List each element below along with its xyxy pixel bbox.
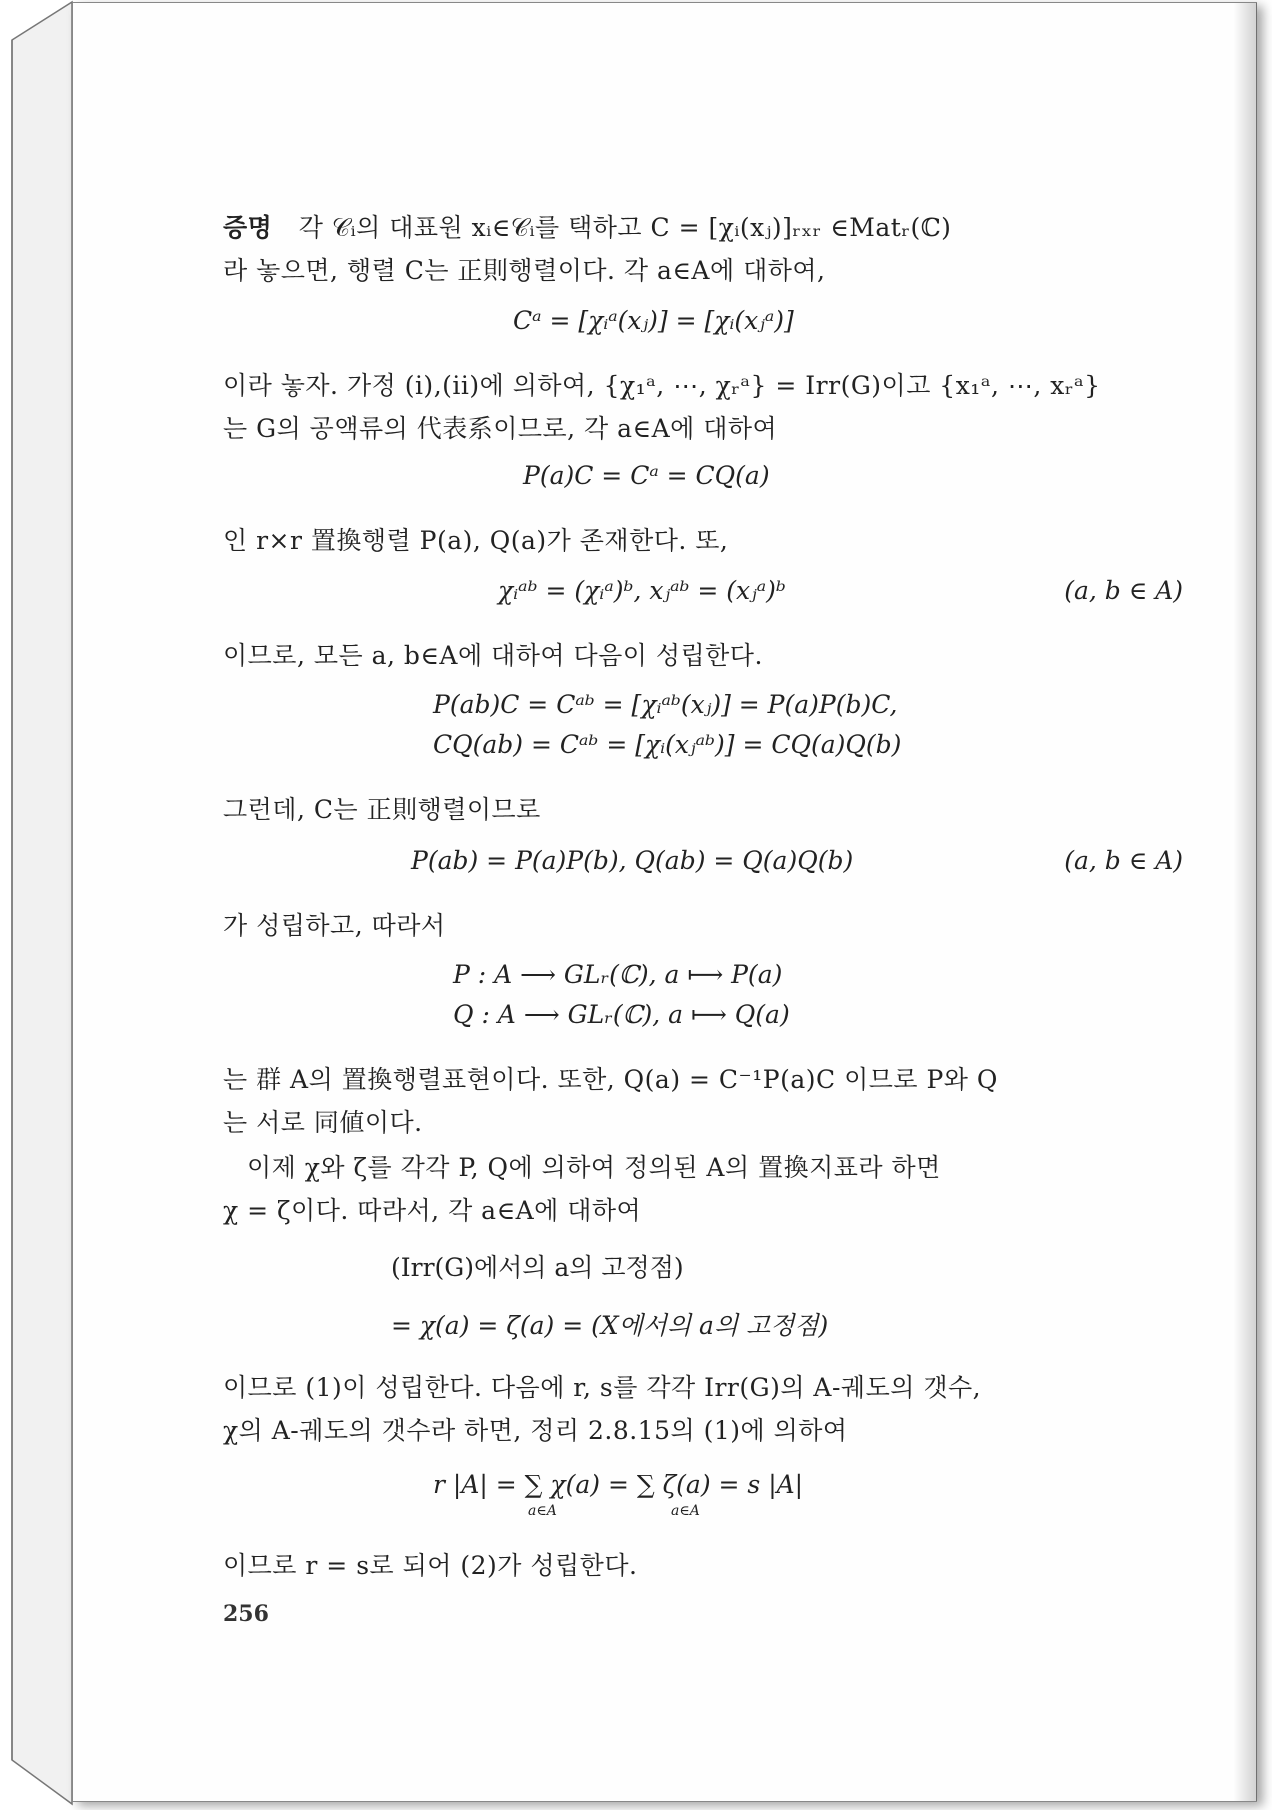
equation-8-sub-1: a∈A xyxy=(528,1503,557,1519)
page-shadow xyxy=(1233,3,1257,1801)
equation-5: P(ab) = P(a)P(b), Q(ab) = Q(a)Q(b) xyxy=(411,846,854,875)
proof-line-9: 는 群 A의 置換행렬표현이다. 또한, Q(a) = C⁻¹P(a)C 이므로 P와 Q xyxy=(223,1065,998,1094)
proof-label: 증명 xyxy=(223,213,273,242)
equation-5-tag: (a, b ∈ A) xyxy=(1064,846,1183,875)
proof-line-7: 그런데, C는 正則행렬이므로 xyxy=(223,795,541,824)
proof-line-3: 이라 놓자. 가정 (i),(ii)에 의하여, {χ₁ᵃ, ⋯, χᵣᵃ} = Irr(G)이고 {x₁ᵃ, ⋯, xᵣᵃ} xyxy=(223,371,1101,400)
book-page xyxy=(72,2,1257,1802)
proof-line-5: 인 r×r 置換행렬 P(a), Q(a)가 존재한다. 또, xyxy=(223,526,729,555)
proof-line-2: 라 놓으면, 행렬 C는 正則행렬이다. 각 a∈A에 대하여, xyxy=(223,256,826,285)
proof-line-15: 이므로 r = s로 되어 (2)가 성립한다. xyxy=(223,1551,638,1580)
equation-4b: CQ(ab) = Cᵃᵇ = [χᵢ(xⱼᵃᵇ)] = CQ(a)Q(b) xyxy=(433,730,902,759)
proof-line-12: χ = ζ이다. 따라서, 각 a∈A에 대하여 xyxy=(223,1196,642,1225)
equation-1: Cᵃ = [χᵢᵃ(xⱼ)] = [χᵢ(xⱼᵃ)] xyxy=(513,306,794,335)
proof-line-4: 는 G의 공액류의 代表系이므로, 각 a∈A에 대하여 xyxy=(223,414,778,443)
proof-line-14: χ의 A-궤도의 갯수라 하면, 정리 2.8.15의 (1)에 의하여 xyxy=(223,1416,848,1445)
equation-8: r |A| = ∑ χ(a) = ∑ ζ(a) = s |A| xyxy=(433,1470,804,1499)
proof-line-1-text: 각 𝒞ᵢ의 대표원 xᵢ∈𝒞ᵢ를 택하고 C = [χᵢ(xⱼ)]ᵣₓᵣ ∈Matᵣ(ℂ) xyxy=(298,213,952,242)
equation-8-sub-2: a∈A xyxy=(671,1503,700,1519)
proof-line-6: 이므로, 모든 a, b∈A에 대하여 다음이 성립한다. xyxy=(223,641,763,670)
equation-7b: = χ(a) = ζ(a) = (X에서의 a의 고정점) xyxy=(391,1311,829,1340)
equation-3: χᵢᵃᵇ = (χᵢᵃ)ᵇ, xⱼᵃᵇ = (xⱼᵃ)ᵇ xyxy=(498,576,786,605)
proof-line-13: 이므로 (1)이 성립한다. 다음에 r, s를 각각 Irr(G)의 A-궤도의 갯수, xyxy=(223,1373,982,1402)
page-number: 256 xyxy=(223,1601,269,1627)
proof-line-1 xyxy=(223,208,951,244)
equation-2: P(a)C = Cᵃ = CQ(a) xyxy=(523,461,770,490)
proof-line-8: 가 성립하고, 따라서 xyxy=(223,911,446,940)
equation-4a: P(ab)C = Cᵃᵇ = [χᵢᵃᵇ(xⱼ)] = P(a)P(b)C, xyxy=(433,690,898,719)
equation-6b: Q : A ⟶ GLᵣ(ℂ), a ⟼ Q(a) xyxy=(453,1000,790,1029)
proof-line-11: 이제 χ와 ζ를 각각 P, Q에 의하여 정의된 A의 置換지표라 하면 xyxy=(247,1153,941,1182)
proof-line-10: 는 서로 同値이다. xyxy=(223,1108,423,1137)
equation-3-tag: (a, b ∈ A) xyxy=(1064,576,1183,605)
equation-6a: P : A ⟶ GLᵣ(ℂ), a ⟼ P(a) xyxy=(453,960,783,989)
equation-7a: (Irr(G)에서의 a의 고정점) xyxy=(391,1253,684,1282)
